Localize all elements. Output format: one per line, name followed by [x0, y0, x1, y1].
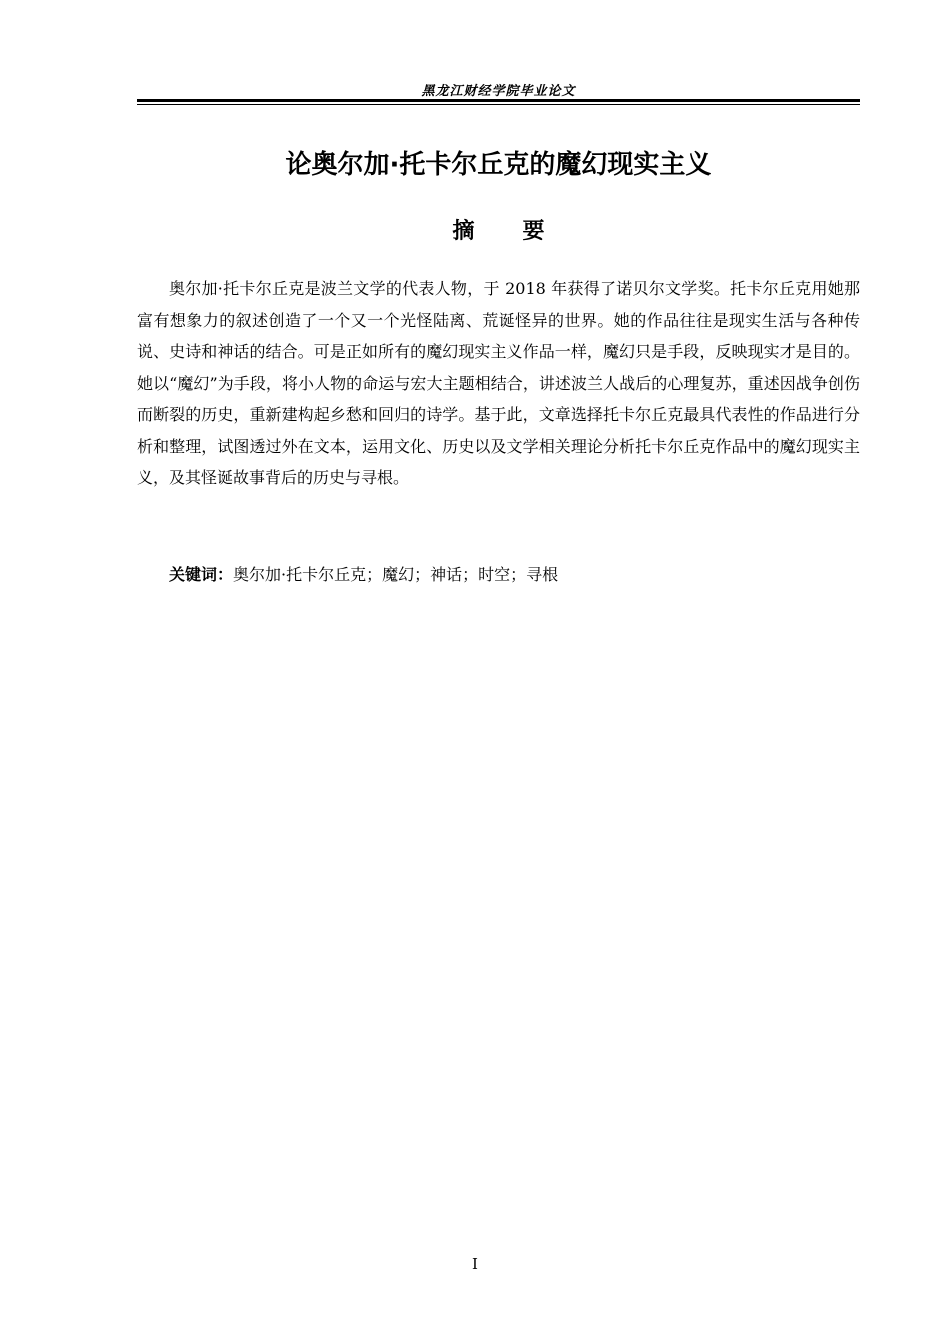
- abstract-body: 奥尔加·托卡尔丘克是波兰文学的代表人物，于 2018 年获得了诺贝尔文学奖。托卡尔丘克用她那富有想象力的叙述创造了一个又一个光怪陆离、荒诞怪异的世界。她的作品往往是现实生活与各种传说、史诗和神话的结合。可是正如所有的魔幻现实主义作品一样，魔幻只是手段，反映现实才是目的。她以“魔幻”为手段，将小人物的命运与宏大主题相结合，讲述波兰人战后的心理复苏，重述因战争创伤而断裂的历史，重新建构起乡愁和回归的诗学。基于此，文章选择托卡尔丘克最具代表性的作品进行分析和整理，试图透过外在文本，运用文化、历史以及文学相关理论分析托卡尔丘克作品中的魔幻现实主义，及其怪诞故事背后的历史与寻根。: [137, 279, 860, 487]
- keywords-line: [137, 563, 860, 587]
- keywords-label: 关键词：: [169, 565, 234, 584]
- thesis-title: 论奥尔加·托卡尔丘克的魔幻现实主义: [285, 150, 712, 180]
- header-rule-thin: [137, 104, 860, 105]
- page-number: I: [472, 1255, 478, 1273]
- header-rule-thick: [137, 99, 860, 102]
- abstract-heading: 摘要: [452, 219, 593, 244]
- running-header: 黑龙江财经学院毕业论文: [421, 84, 576, 99]
- keywords-value: 奥尔加·托卡尔丘克；魔幻；神话；时空；寻根: [233, 565, 559, 584]
